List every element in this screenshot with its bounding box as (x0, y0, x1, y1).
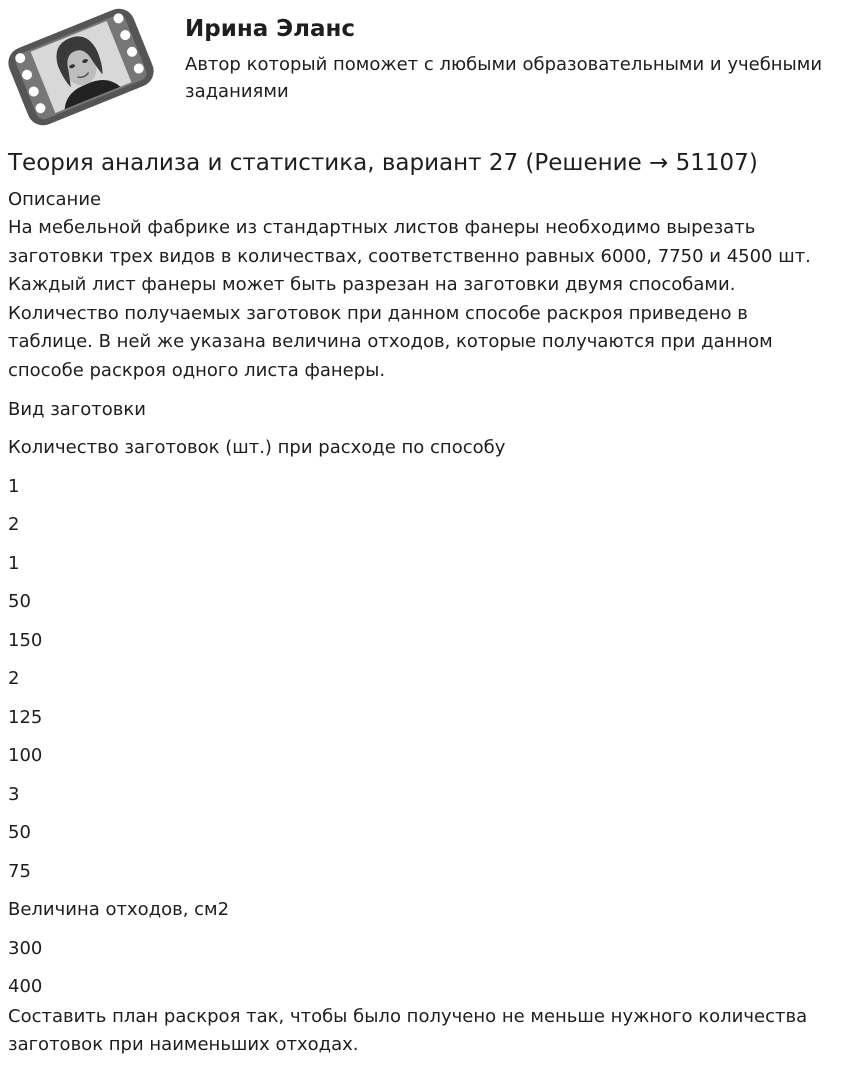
page-title: Теория анализа и статистика, вариант 27 (Решение → 51107) (8, 150, 758, 176)
table-cell: Величина отходов, см2 (8, 899, 230, 921)
table-cell: Вид заготовки (8, 398, 146, 420)
table-cell: 50 (8, 822, 31, 844)
author-card (8, 6, 838, 128)
table-cell: 300 (8, 937, 43, 959)
table-cell: 2 (8, 668, 20, 690)
table-cell: 50 (8, 591, 31, 613)
table-cell: 100 (8, 745, 43, 767)
author-description: Автор который поможет с любыми образовательными и учебными заданиями (185, 54, 823, 102)
table-cell-list (8, 386, 838, 1002)
table-cell: 150 (8, 629, 43, 651)
table-cell: 1 (8, 552, 20, 574)
table-cell: 400 (8, 976, 43, 998)
author-avatar (8, 6, 154, 128)
table-cell: 1 (8, 475, 20, 497)
table-cell: 2 (8, 514, 20, 536)
document-body (8, 186, 838, 1060)
table-cell: 3 (8, 783, 20, 805)
author-name: Ирина Эланс (185, 16, 356, 42)
description-label: Описание (8, 189, 102, 210)
table-cell: 75 (8, 860, 31, 882)
table-cell: Количество заготовок (шт.) при расходе по способу (8, 437, 506, 459)
description-text: На мебельной фабрике из стандартных листов фанеры необходимо вырезать заготовки трех видов в количествах, соответственно равных 6000, 7750 и 4500 шт. Каждый лист фанеры может быть разрезан на заготовки двумя способами. Количество получаемых заготовок при данном способе раскроя приведено в таблице. В ней же указана величина отходов, которые получаются при данном способе раскроя одного листа фанеры. (8, 217, 811, 381)
task-text: Составить план раскроя так, чтобы было получено не меньше нужного количества заготовок при наименьших отходах. (8, 1005, 808, 1056)
table-cell: 125 (8, 706, 43, 728)
